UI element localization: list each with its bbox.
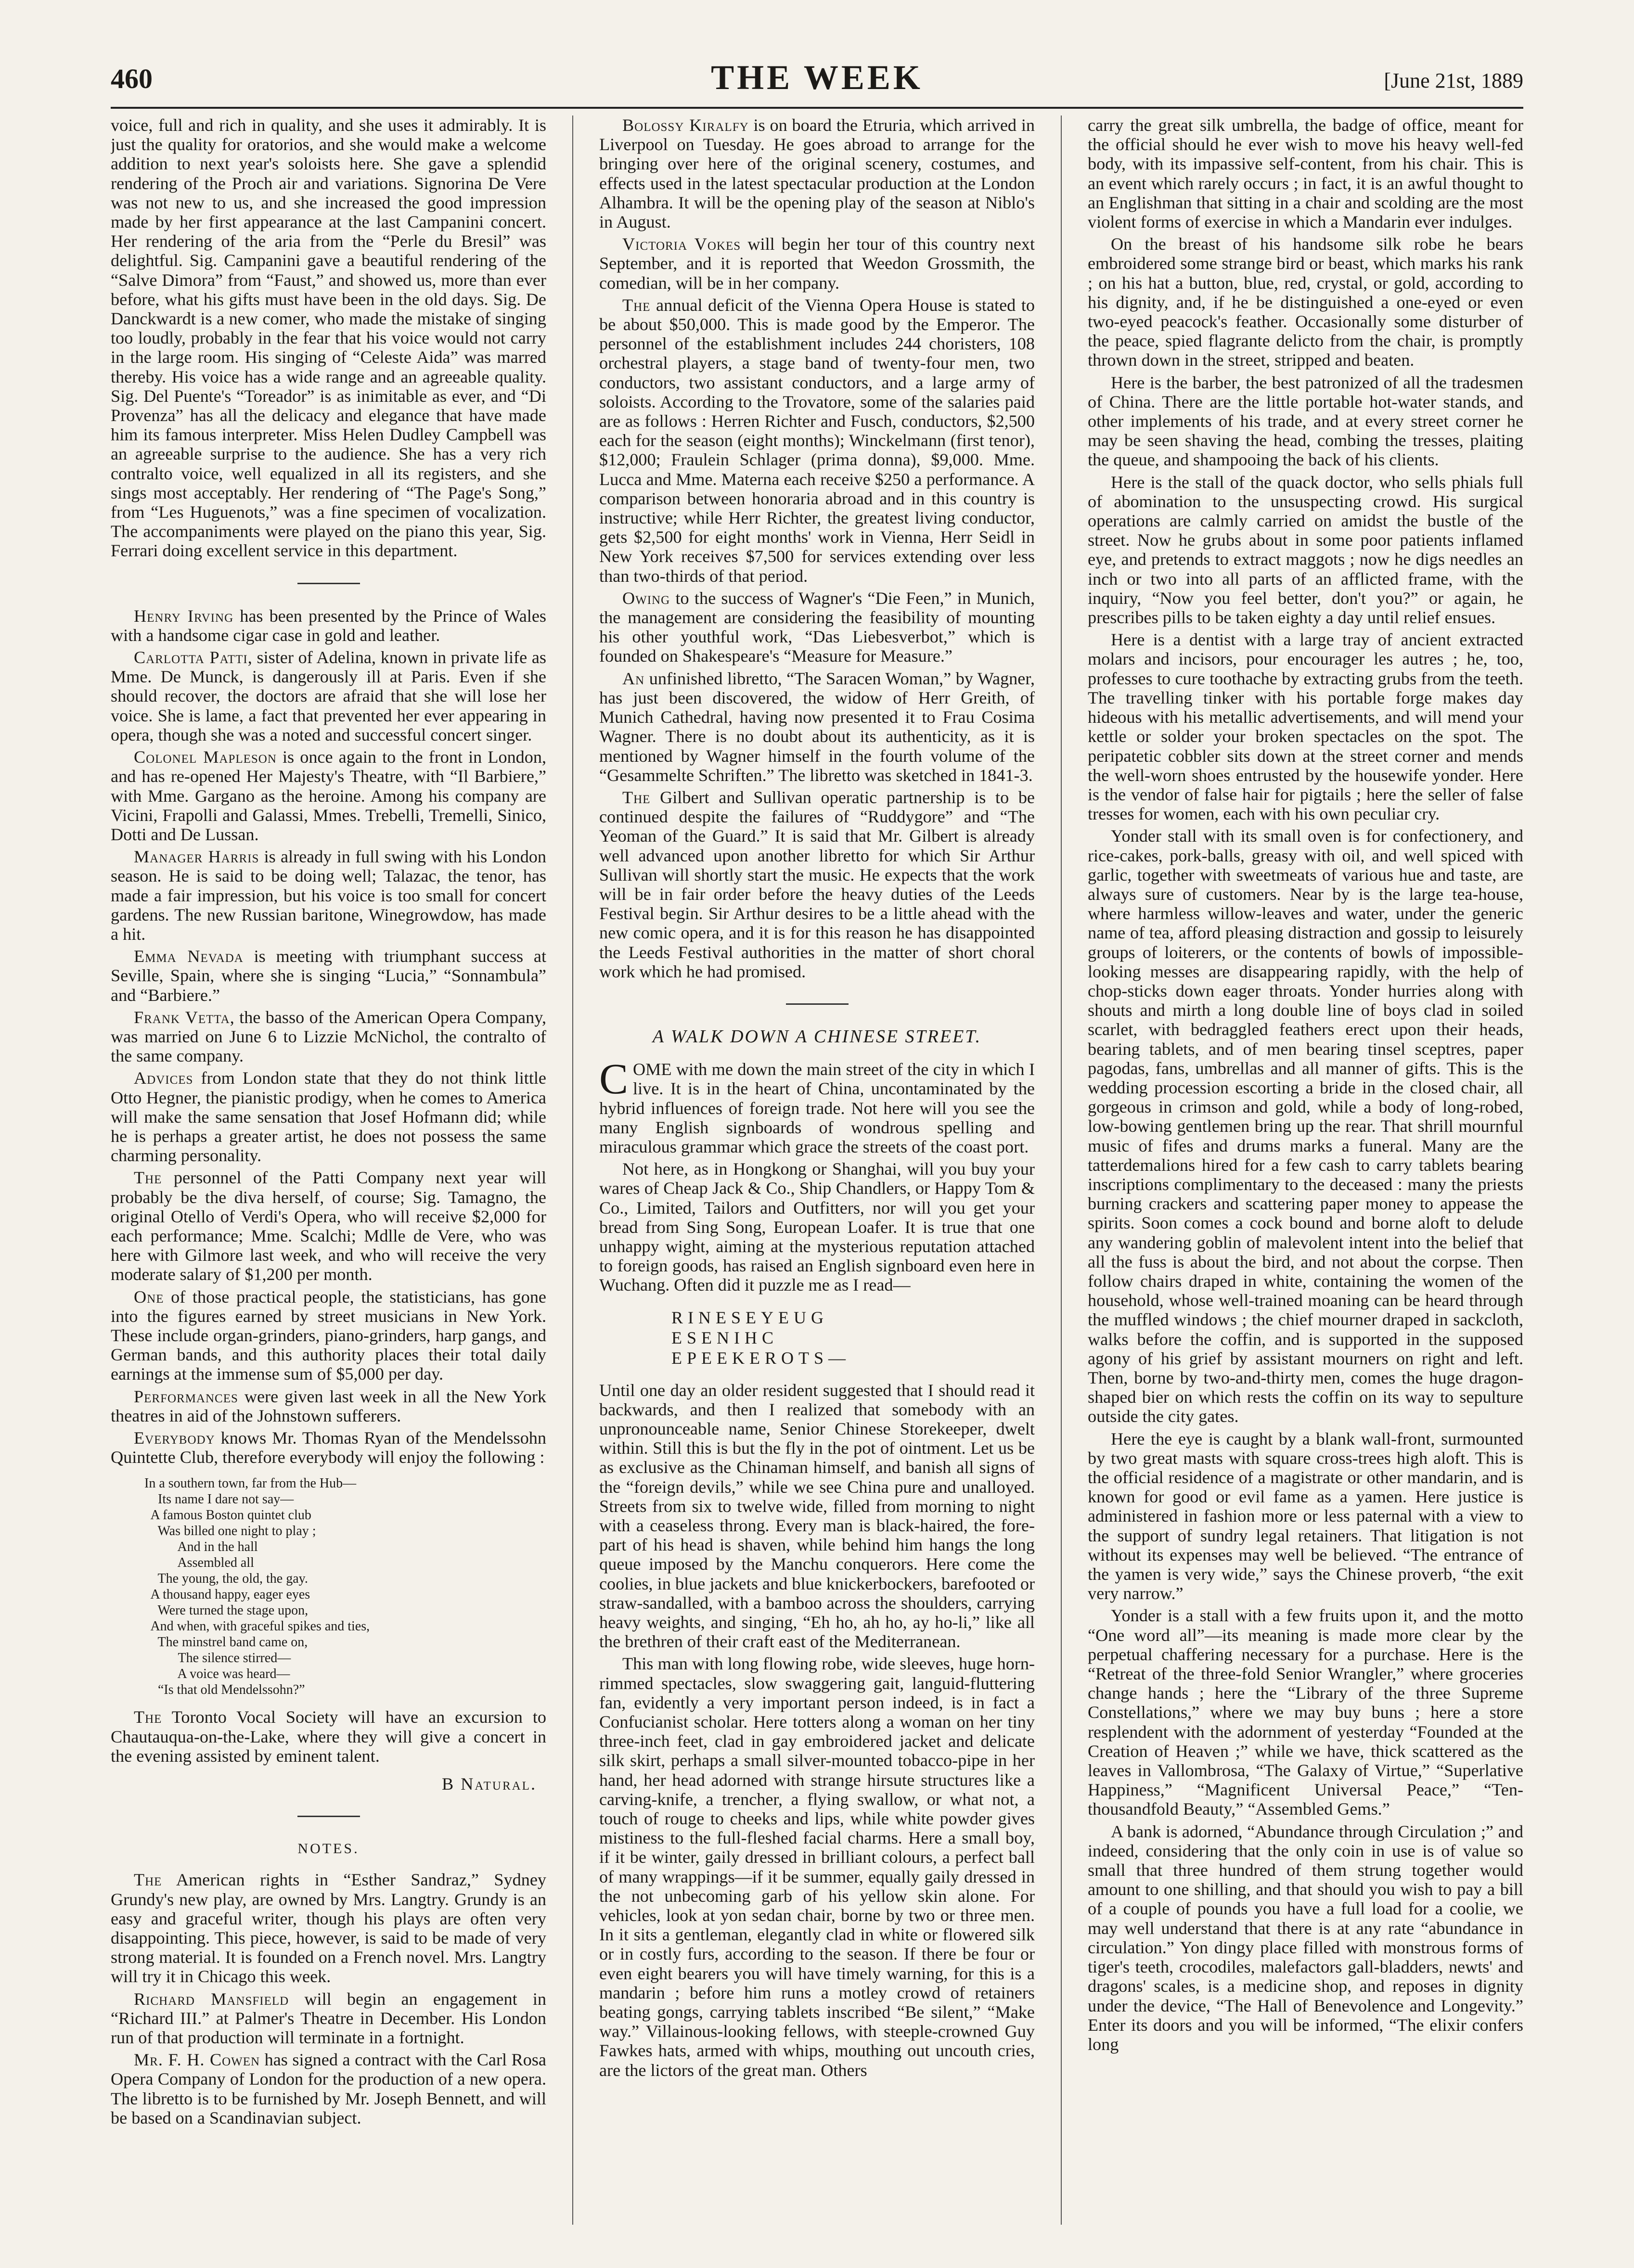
- lead-words: The: [134, 1707, 162, 1727]
- paragraph-text: personnel of the Patti Company next year will probably be the diva herself, of course; Sig. Tamagno, the original Otello of Verdi's Opera, who will receive $2,000 for each performance; Mme. Scalchi; Mdlle de Vere, who was here with Gilmore last week, and who will receive the very moderate salary of $1,200 per month.: [111, 1168, 546, 1284]
- paragraph: [599, 115, 1035, 231]
- paragraph-text: unfinished libretto, “The Saracen Woman,” by Wagner, has just been discovered, the widow of Herr Greith, of Munich Cathedral, having now presented it to Frau Cosima Wagner. There is no doubt about its authenticity, as it is mentioned by Wagner himself in the fourth volume of the “Gesammelte Schriften.” The libretto was sketched in 1841-3.: [599, 668, 1035, 785]
- signboard-line: EPEEKEROTS—: [671, 1348, 851, 1368]
- paragraph: [599, 1055, 1035, 1156]
- paragraph: [111, 747, 546, 844]
- column-rule: [1061, 115, 1062, 2225]
- lead-words: An: [622, 668, 645, 688]
- poem-line: “Is that old Mendelssohn?”: [144, 1682, 305, 1698]
- paragraph: [599, 589, 1035, 666]
- paragraph: This man with long flowing robe, wide sleeves, huge horn-rimmed spectacles, slow swaggering gait, languid-fluttering fan, evidently a very important person indeed, is in fact a Confucianist scholar. Here totters along a woman on her tiny three-inch feet, clad in gay embroidered jacket and delicate silk skirt, perhaps a small silver-mounted tobacco-pipe in her hand, her head adorned with strange hirsute structures like a carving-knife, a trencher, a flying swallow, or what not, a touch of rouge to cheeks and lips, while white powder gives mistiness to the full-fleshed facial charms. Here a small boy, if it be winter, gaily dressed in brilliant colours, a perfect ball of many wrappings—if it be summer, equally gaily dressed in the not unbecoming garb of his yellow skin alone. For vehicles, look at yon sedan chair, borne by two or three men. In it sits a gentleman, elegantly clad in white or flowered silk or in costly furs, according to the season. If there be four or even eight bearers you will have timely warning, for this is a mandarin ; before him runs a motley crowd of retainers beating gongs, carrying tablets inscribed “Be silent,” “Make way.” Villainous-looking fellows, with steeple-crowned Guy Fawkes hats, armed with whips, mouthing out uncouth cries, are the lictors of the great man. Others: [599, 1654, 1035, 2080]
- paragraph-text: , the basso of the American Opera Company, was married on June 6 to Lizzie McNichol, the contralto of the same company.: [111, 1007, 546, 1066]
- paragraph-text: were given last week in all the New York theatres in aid of the Johnstown sufferers.: [111, 1386, 546, 1425]
- section-divider: [786, 1003, 849, 1005]
- paragraph: [111, 1387, 546, 1425]
- lead-words: Carlotta Patti: [134, 648, 248, 667]
- paragraph-text: Toronto Vocal Society will have an excursion to Chautauqua-on-the-Lake, where they will give a concert in the evening assisted by eminent talent.: [111, 1707, 546, 1766]
- paragraph: Yonder is a stall with a few fruits upon it, and the motto “One word all”—its meaning is made more clear by the perpetual chaffering necessary for a purchase. Here is the “Retreat of the three-fold Senior Wrangler,” where groceries change hands ; here the “Library of the three Supreme Constellations,” where we may buy buns ; here a store resplendent with the adornment of yesterday “Founded at the Creation of Heaven ;” while we have, thick scattered as the leaves in Vallombrosa, “The Galaxy of Virtue,” “Superlative Happiness,” “Magnificent Universal Peace,” “Ten-thousandfold Beauty,” “Assembled Gems.”: [1088, 1606, 1523, 1819]
- paragraph: [111, 606, 546, 645]
- poem-line: Were turned the stage upon,: [144, 1603, 309, 1618]
- paragraph-text: has been presented by the Prince of Wales with a handsome cigar case in gold and leather.: [111, 606, 546, 645]
- signature: B Natural.: [442, 1774, 537, 1794]
- paragraph-text: is meeting with triumphant success at Seville, Spain, where she is singing “Lucia,” “Sonnambula” and “Barbiere.”: [111, 947, 546, 1005]
- paragraph-text: , sister of Adelina, known in private life as Mme. De Munck, is dangerously ill at Paris. Even if she should recover, the doctors are afraid that she will lose her voice. She is lame, a fact that prevented her ever appearing in opera, though she was a noted and successful concert singer.: [111, 648, 546, 744]
- paragraph: [111, 947, 546, 1005]
- paragraph: Not here, as in Hongkong or Shanghai, will you buy your wares of Cheap Jack & Co., Ship Chandlers, or Happy Tom & Co., Limited, Tailors and Outfitters, nor will you get your bread from Sing Song, European Loafer. It is true that one unhappy wight, aiming at the mysterious reputation attached to foreign goods, has raised an English signboard even here in Wuchang. Often did it puzzle me as I read—: [599, 1159, 1035, 1295]
- poem-line: And in the hall: [144, 1539, 258, 1555]
- column-1: [111, 115, 546, 2225]
- column-2: [599, 115, 1035, 2225]
- paragraph-text: Gilbert and Sullivan operatic partnership is to be continued despite the failures of “Ruddygore” and “The Yeoman of the Guard.” It is said that Mr. Gilbert is already well advanced upon another libretto for which Sir Arthur Sullivan will shortly start the music. He expects that the work will be in fair order before the heavy duties of the Leeds Festival begin. Sir Arthur desires to be a little ahead with the new comic opera, and it is for this reason he has disappointed the Leeds Festival authorities in the matter of short choral work which he had promised.: [599, 787, 1035, 981]
- header-rule: [111, 107, 1523, 109]
- paragraph: [599, 234, 1035, 293]
- running-head: [111, 58, 1523, 101]
- page-number: 460: [111, 63, 153, 94]
- lead-words: Mr. F. H. Cowen: [134, 2050, 260, 2070]
- section-divider: [297, 583, 360, 584]
- paragraph: [111, 1287, 546, 1384]
- paragraph: [599, 788, 1035, 981]
- paragraph-text: of those practical people, the statisticians, has gone into the figures earned by street musicians in New York. These include organ-grinders, piano-grinders, harp gangs, and German bands, and this authority places their total daily earnings at the immense sum of $5,000 per day.: [111, 1287, 546, 1384]
- paragraph: carry the great silk umbrella, the badge of office, meant for the official should he ever wish to move his heavy well-fed body, with its impassive self-content, from his chair. This is an event which rarely occurs ; in fact, it is an awful thought to an Englishman that sitting in a chair and scolding are the most violent forms of exercise in which a Mandarin ever indulges.: [1088, 115, 1523, 232]
- paragraph-text: will begin an engagement in “Richard III.” at Palmer's Theatre in December. His London run of that production will terminate in a fortnight.: [111, 1989, 546, 2048]
- paragraph: Yonder stall with its small oven is for confectionery, and rice-cakes, pork-balls, greasy with oil, and well spiced with garlic, together with sweetmeats of various hue and taste, are always sure of customers. Near by is the large tea-house, where harmless willow-leaves and water, under the generic name of tea, afford pleasing distraction and gossip to leisurely groups of loiterers, or the contents of bowls of impossible-looking messes are disappearing rapidly, with the help of chop-sticks down eager throats. Yonder hurries along with shouts and mirth a long double line of boys clad in soiled scarlet, with bedraggled feathers erect upon their heads, bearing tablets, and of men bearing tinsel sceptres, paper pagodas, fans, umbrellas and all manner of gifts. This is the wedding procession escorting a bride in the closed chair, all gorgeous in crimson and gold, while a body of long-robed, low-bowing gentlemen bring up the rear. That shrill mournful music of fifes and drums marks a funeral. Many are the tatterdemalions hired for a few cash to carry tablets bearing inscriptions complimentary to the deceased : many the priests burning crackers and scattering paper money to appease the spirits. Soon comes a cock bound and borne aloft to delude any wandering goblin of malevolent intent into the belief that all the fuss is about the bird, and not about the corpse. Then follow chairs draped in white, containing the women of the household, whose well-trained moaning can be heard through the muffled windows ; the chief mourner draped in sackcloth, walks before the coffin, and is supported in the supposed agony of his grief by assistant mourners on right and left. Then, borne by two-and-thirty men, comes the huge dragon-shaped bier on which rests the coffin on its way to sepulture outside the city gates.: [1088, 826, 1523, 1426]
- paragraph-text: to the success of Wagner's “Die Feen,” in Munich, the management are considering the feasibility of mounting his other youthful work, “Das Liebesverbot,” which is founded on Shakespeare's “Measure for Measure.”: [599, 588, 1035, 666]
- lead-words: The: [622, 295, 651, 315]
- lead-words: The: [622, 787, 651, 807]
- paragraph: [599, 669, 1035, 785]
- issue-date: [June 21st, 1889: [1384, 69, 1523, 92]
- paragraph: Here is a dentist with a large tray of ancient extracted molars and incisors, pour encourager les autres ; he, too, professes to cure toothache by extracting grubs from the teeth. The travelling tinker with his portable forge makes day hideous with his metallic advertisements, and will mend your kettle or solder your broken spectacles on the spot. The peripatetic cobbler sits down at the street corner and mends the well-worn shoes entrusted by the housewife yonder. Here is the vendor of false hair for pigtails ; here the seller of false tresses for women, each with his own peculiar cry.: [1088, 630, 1523, 824]
- paragraph: [111, 1707, 546, 1766]
- paragraph: Until one day an older resident suggested that I should read it backwards, and then I realized that somebody with an unpronounceable name, Senior Chinese Storekeeper, dwelt within. Still this is but the fly in the pot of ointment. Let us be as exclusive as the Chinaman himself, and banish all signs of the “foreign devils,” while we see China pure and unalloyed. Streets from six to twelve wide, filled from morning to night with a ceaseless throng. Every man is black-haired, the fore-part of his head is shaven, while behind him hangs the long queue imposed by the Manchu conquerors. Here come the coolies, in blue jackets and blue knickerbockers, barefooted or straw-sandalled, with a bamboo across the shoulders, carrying heavy weights, and singing, “Eh ho, ah ho, ay ho-li,” like all the brethren of their craft east of the Mediterranean.: [599, 1380, 1035, 1652]
- paragraph-text: is on board the Etruria, which arrived in Liverpool on Tuesday. He goes abroad to arrange for the bringing over here of the original scenery, costumes, and effects used in the latest spectacular production at the London Alhambra. It will be the opening play of the season at Niblo's in August.: [599, 115, 1035, 232]
- poem-line: A voice was heard—: [144, 1666, 290, 1682]
- lead-words: Victoria Vokes: [622, 234, 741, 254]
- paragraph: Here the eye is caught by a blank wall-front, surmounted by two great masts with square cross-trees high aloft. This is the official residence of a magistrate or other mandarin, and is known for good or evil fame as a yamen. Here justice is administered in fashion more or less paternal with a view to the support of sundry legal retainers. That litigation is not without its expenses may well be believed. “The entrance of the yamen is very wide,” says the Chinese proverb, “the exit very narrow.”: [1088, 1429, 1523, 1603]
- signboard-line: RINESEYEUG: [671, 1307, 828, 1327]
- lead-words: Manager Harris: [134, 847, 259, 867]
- lead-words: Performances: [134, 1386, 238, 1406]
- lead-words: Richard Mansfield: [134, 1989, 289, 2009]
- paragraph: [111, 847, 546, 944]
- lead-words: Advices: [134, 1068, 193, 1088]
- columns: [111, 115, 1523, 2225]
- paragraph: [111, 1068, 546, 1165]
- column-3: [1088, 115, 1523, 2225]
- paragraph: A bank is adorned, “Abundance through Circulation ;” and indeed, considering that the only coin in use is of value so small that three hundred of them strung together would amount to one shilling, and that should you wish to pay a bill of a couple of pounds you have a full load for a coolie, we may well understand that there is at any rate “abundance in circulation.” Yon dingy place filled with monstrous forms of tiger's teeth, crocodiles, malefactors gall-bladders, newts' and dragons' scales, is a medicine shop, and reposes in dignity under the device, “The Hall of Benevolence and Longevity.” Enter its doors and you will be informed, “The elixir confers long: [1088, 1821, 1523, 2054]
- paragraph-text: from London state that they do not think little Otto Hegner, the pianistic prodigy, when he comes to America will make the same sensation that Josef Hofmann did; while he is perhaps a greater artist, he does not possess the same charming personality.: [111, 1068, 546, 1166]
- paragraph-text: knows Mr. Thomas Ryan of the Mendelssohn Quintette Club, therefore everybody will enjoy the following :: [111, 1428, 546, 1467]
- paragraph: Here is the stall of the quack doctor, who sells phials full of abomination to the unsuspecting crowd. His surgical operations are calmly carried on amidst the bustle of the street. Now he grubs about in some poor patients inflamed eye, and pretends to extract maggots ; now he digs needles an inch or two into all parts of an afflicted frame, with the inquiry, “Now you feel better, don't you?” or again, he prescribes pills to be taken eighty a day until relief ensues.: [1088, 472, 1523, 628]
- paragraph-text: has signed a contract with the Carl Rosa Opera Company of London for the production of a new opera. The libretto is to be furnished by Mr. Joseph Bennett, and will be based on a Scandinavian subject.: [111, 2050, 546, 2127]
- poem-line: Its name I dare not say—: [144, 1492, 294, 1507]
- paragraph: [111, 2050, 546, 2127]
- drop-cap: C: [599, 1055, 629, 1103]
- paragraph: [111, 1008, 546, 1066]
- column-rule: [572, 115, 573, 2225]
- lead-words: The: [134, 1870, 162, 1890]
- lead-words: Colonel Mapleson: [134, 747, 277, 767]
- paragraph-text: is once again to the front in London, and has re-opened Her Majesty's Theatre, with “Il Barbiere,” with Mme. Gargano as the heroine. Among his company are Vicini, Frapolli and Galassi, Mmes. Trebelli, Tremelli, Sinico, Dotti and De Lussan.: [111, 747, 546, 844]
- poem-line: The minstrel band came on,: [144, 1635, 308, 1650]
- lead-words: Bolossy Kiralfy: [622, 115, 749, 135]
- paragraph-text: OME with me down the main street of the city in which I live. It is in the heart of China, uncontaminated by the hybrid influences of foreign trade. Not here will you see the many English signboards of wondrous spelling and miraculous grammar which grace the streets of the coast port.: [599, 1060, 1035, 1156]
- paragraph: On the breast of his handsome silk robe he bears embroidered some strange bird or beast, which marks his rank ; on his hat a button, blue, red, crystal, or gold, according to his dignity, and, if he be distinguished a one-eyed or even two-eyed peacock's feather. Occasionally some disturber of the peace, spied flagrante delicto from the chair, is promptly thrown down in the street, stripped and beaten.: [1088, 234, 1523, 370]
- paragraph: [111, 1989, 546, 2048]
- paragraph-text: is already in full swing with his London season. He is said to be doing well; Talazac, the tenor, has made a fair impression, but his voice is too small for concert gardens. The new Russian baritone, Winegrowdow, has made a hit.: [111, 847, 546, 944]
- section-divider: [297, 1816, 360, 1817]
- lead-words: Owing: [622, 588, 670, 608]
- lead-words: The: [134, 1168, 162, 1188]
- notes-heading: NOTES.: [297, 1841, 360, 1857]
- paragraph: [599, 295, 1035, 586]
- paragraph: [111, 1168, 546, 1284]
- paragraph-text: annual deficit of the Vienna Opera House is stated to be about $50,000. This is made good by the Emperor. The personnel of the establishment includes 244 choristers, 108 orchestral players, a stage band of twenty-four men, two conductors, two assistant conductors, and a large army of soloists. According to the Trovatore, some of the salaries paid are as follows : Herren Richter and Fusch, conductors, $2,500 each for the season (eight months); Winckelmann (first tenor), $12,000; Fraulein Schlager (prima donna), $9,000. Mme. Lucca and Mme. Materna each receive $250 a performance. A comparison between honoraria abroad and in this country is instructive; while Herr Richter, the greatest living conductor, gets $2,500 for eight months' work in Vienna, Herr Seidl in New York receives $7,500 for services extending over less than two-thirds of that period.: [599, 295, 1035, 586]
- poem-line: A thousand happy, eager eyes: [144, 1587, 310, 1602]
- signboard-text: [671, 1307, 1035, 1368]
- poem-line: In a southern town, far from the Hub—: [144, 1476, 357, 1491]
- poem-line: The young, the old, the gay.: [144, 1571, 308, 1587]
- paragraph-text: will begin her tour of this country next September, and it is reported that Weedon Grossmith, the comedian, will be in her company.: [599, 234, 1035, 293]
- lead-words: Everybody: [134, 1428, 215, 1448]
- paragraph: voice, full and rich in quality, and she uses it admirably. It is just the quality for oratorios, and she would make a welcome addition to next year's soloists here. She gave a splendid rendering of the Proch air and variations. Signorina De Vere was not new to us, and she increased the good impression made by her first appearance at the last Campanini concert. Her rendering of the aria from the “Perle du Bresil” was delightful. Sig. Campanini gave a beautiful rendering of the “Salve Dimora” from “Faust,” and showed us, more than ever before, what his gifts must have been in the old days. Sig. De Danckwardt is a new comer, who made the mistake of singing too loudly, probably in the fear that his voice would not carry in the large room. His singing of “Celeste Aida” was marred thereby. His voice has a wide range and an agreeable quality. Sig. Del Puente's “Toreador” is as inimitable as ever, and “Di Provenza” has all the delicacy and elegance that have made him its famous interpreter. Miss Helen Dudley Campbell was an agreeable surprise to the audience. She has a very rich contralto voice, well equalized in all its registers, and she sings most acceptably. Her rendering of “The Page's Song,” from “Les Huguenots,” was a fine specimen of vocalization. The accompaniments were played on the piano this year, Sig. Ferrari doing excellent service in this department.: [111, 115, 546, 561]
- poem-line: The silence stirred—: [144, 1651, 291, 1666]
- poem-line: Assembled all: [144, 1555, 254, 1571]
- paragraph: [111, 1428, 546, 1467]
- paragraph: [111, 648, 546, 744]
- paragraph: Here is the barber, the best patronized of all the tradesmen of China. There are the little portable hot-water stands, and other implements of his trade, and at every street corner he may be seen shaving the head, combing the tresses, plaiting the queue, and shampooing the back of his clients.: [1088, 372, 1523, 470]
- paragraph-text: American rights in “Esther Sandraz,” Sydney Grundy's new play, are owned by Mrs. Langtry. Grundy is an easy and graceful writer, though his plays are often very disappointing. This piece, however, is said to be made of very strong material. It is founded on a French novel. Mrs. Langtry will try it in Chicago this week.: [111, 1870, 546, 1986]
- signboard-line: ESENIHC: [671, 1328, 778, 1347]
- article-title: A WALK DOWN A CHINESE STREET.: [652, 1026, 982, 1047]
- poem-line: And when, with graceful spikes and ties,: [144, 1619, 370, 1634]
- journal-title: THE WEEK: [711, 58, 923, 97]
- lead-words: Henry Irving: [134, 606, 234, 626]
- paragraph: [111, 1870, 546, 1986]
- poem-line: Was billed one night to play ;: [144, 1524, 316, 1539]
- lead-words: Frank Vetta: [134, 1007, 230, 1027]
- poem: [144, 1475, 546, 1698]
- poem-line: A famous Boston quintet club: [144, 1508, 311, 1523]
- lead-words: One: [134, 1287, 164, 1307]
- lead-words: Emma Nevada: [134, 947, 244, 966]
